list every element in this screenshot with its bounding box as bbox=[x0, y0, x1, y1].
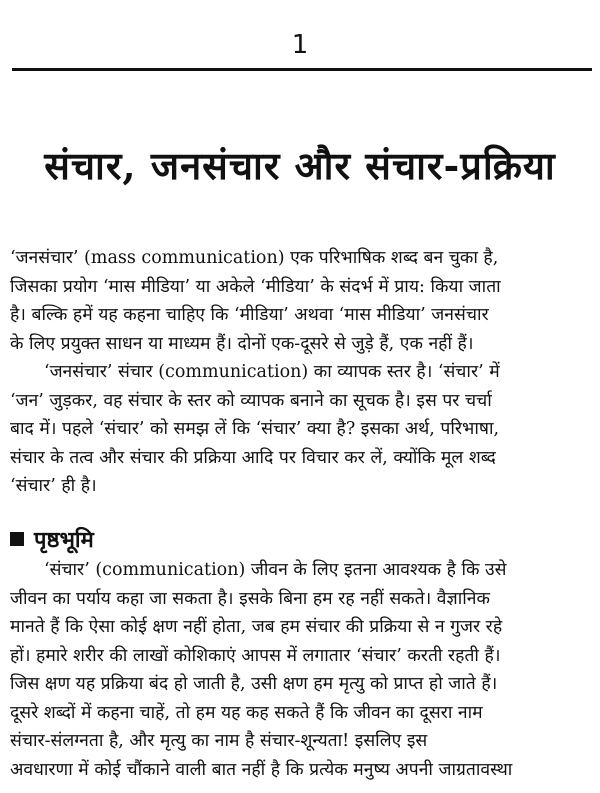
section-heading bbox=[10, 524, 94, 554]
text-line: संचार-संलग्नता है, और मृत्यु का नाम है संचार-शून्यता! इसलिए इस bbox=[10, 731, 428, 751]
page-number: 1 bbox=[291, 30, 309, 60]
text-line: ‘संचार’ (communication) जीवन के लिए इतना आवश्यक है कि उसे bbox=[44, 560, 507, 580]
text-line: मानते हैं कि ऐसा कोई क्षण नहीं होता, जब हम संचार की प्रक्रिया से न गुजर रहे bbox=[10, 617, 503, 637]
text-line: ‘जनसंचार’ (mass communication) एक परिभाषिक शब्द बन चुका है, bbox=[10, 248, 499, 268]
text-line: अवधारणा में कोई चौंकाने वाली बात नहीं है कि प्रत्येक मनुष्य अपनी जाग्रतावस्था bbox=[10, 759, 513, 780]
paragraph-3 bbox=[10, 556, 592, 784]
section-heading-text: पृष्ठभूमि bbox=[34, 527, 94, 553]
text-line: ‘जनसंचार’ संचार (communication) का व्यापक स्तर है। ‘संचार’ में bbox=[44, 362, 500, 382]
text-line: जिसका प्रयोग ‘मास मीडिया’ या अकेले ‘मीडिया’ के संदर्भ में प्राय: किया जाता bbox=[10, 276, 501, 297]
header-rule bbox=[12, 68, 592, 71]
paragraph-2 bbox=[10, 358, 592, 501]
text-line: बाद में। पहले ‘संचार’ को समझ लें कि ‘संचार’ क्या है? इसका अर्थ, परिभाषा, bbox=[10, 419, 500, 439]
text-line: हों। हमारे शरीर की लाखों कोशिकाएं आपस में लगातार ‘संचार’ करती रहती हैं। bbox=[10, 645, 501, 666]
paragraph-1 bbox=[10, 244, 592, 358]
text-line: के लिए प्रयुक्त साधन या माध्यम हैं। दोनों एक-दूसरे से जुड़े हैं, एक नहीं हैं। bbox=[10, 333, 474, 354]
text-line: है। बल्कि हमें यह कहना चाहिए कि ‘मीडिया’ अथवा ‘मास मीडिया’ जनसंचार bbox=[10, 305, 489, 325]
text-line: दूसरे शब्दों में कहना चाहें, तो हम यह कह सकते हैं कि जीवन का दूसरा नाम bbox=[10, 702, 483, 723]
text-line: जिस क्षण यह प्रक्रिया बंद हो जाती है, उसी क्षण हम मृत्यु को प्राप्त हो जाते हैं। bbox=[10, 674, 498, 694]
text-line: ‘जन’ जुड़कर, वह संचार के स्तर को व्यापक बनाने का सूचक है। इस पर चर्चा bbox=[10, 390, 492, 411]
text-line: ‘संचार’ ही है। bbox=[10, 476, 97, 496]
square-bullet-icon bbox=[10, 532, 24, 546]
text-line: संचार के तत्व और संचार की प्रक्रिया आदि पर विचार कर लें, क्योंकि मूल शब्द bbox=[10, 447, 496, 468]
text-line: जीवन का पर्याय कहा जा सकता है। इसके बिना हम रह नहीं सकते। वैज्ञानिक bbox=[10, 588, 490, 609]
chapter-title: संचार, जनसंचार और संचार-प्रक्रिया bbox=[44, 143, 556, 188]
